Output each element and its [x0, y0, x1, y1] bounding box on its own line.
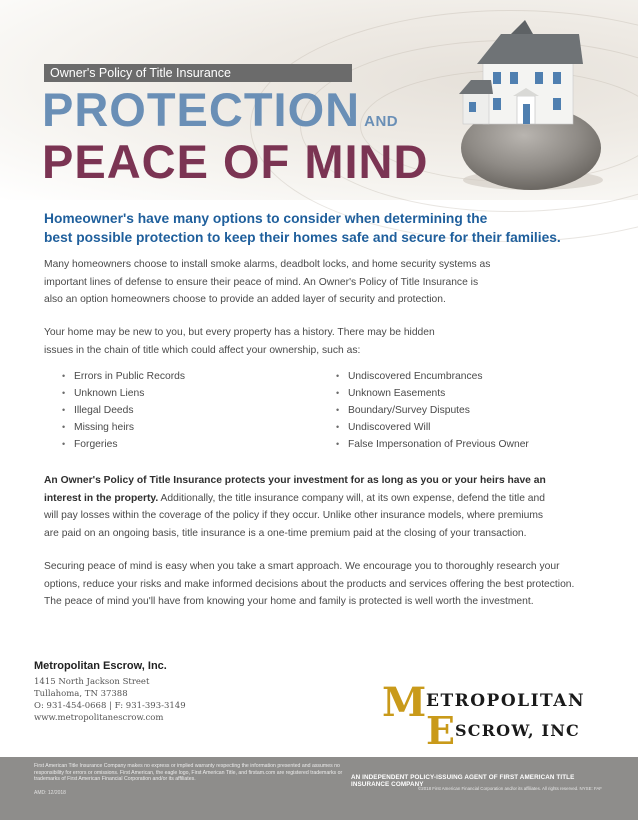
list-item: • Unknown Easements: [336, 385, 529, 402]
document-tag-bar: Owner's Policy of Title Insurance: [44, 64, 352, 82]
footer-doc-code: AMD: 12/2018: [34, 790, 66, 796]
body-paragraph-4: [44, 558, 604, 611]
metropolitan-escrow-logo: [380, 678, 600, 748]
text-line: will pay losses within the coverage of the policy if they occur. Unlike other insurance models, where premiums: [44, 510, 544, 521]
text-line: The peace of mind you'll have from knowing your home and family is protected is well worth the investment.: [44, 596, 534, 607]
list-item: • Undiscovered Will: [336, 419, 529, 436]
text-line: Securing peace of mind is easy when you take a smart approach. We encourage you to thoroughly research your: [44, 561, 560, 572]
list-item: • Missing heirs: [62, 419, 185, 436]
text-line-bold: An Owner's Policy of Title Insurance protects your investment for as long as you or your heirs have an: [44, 475, 546, 486]
body-paragraph-1: [44, 256, 604, 309]
text-line: [44, 490, 604, 508]
footer-copyright: ©2018 First American Financial Corporation and/or its affiliates. All rights reserved. NYSE: FAF: [418, 786, 602, 791]
text-line: Your home may be new to you, but every property has a history. There may be hidden: [44, 327, 435, 338]
logo-initial-e: E: [426, 708, 455, 748]
footer-agent-statement: AN INDEPENDENT POLICY-ISSUING AGENT OF FIRST AMERICAN TITLE INSURANCE COMPANY: [351, 774, 575, 788]
body-paragraph-2: [44, 324, 604, 359]
company-name: Metropolitan Escrow, Inc.: [34, 660, 167, 672]
list-item: • Undiscovered Encumbrances: [336, 368, 529, 385]
text-line: also an option homeowners choose to provide an added layer of security and protection.: [44, 294, 446, 305]
headline-protection: PROTECTION: [42, 83, 361, 136]
list-item: • Errors in Public Records: [62, 368, 185, 385]
logo-initial-m: M: [382, 679, 427, 726]
list-item: • Illegal Deeds: [62, 402, 185, 419]
logo-word-2: SCROW, INC: [455, 721, 580, 740]
headline-and: AND: [364, 113, 399, 130]
website-link[interactable]: www.metropolitanescrow.com: [34, 713, 164, 723]
text-span: Additionally, the title insurance company will, at its own expense, defend the title and: [158, 492, 545, 504]
list-item: • Boundary/Survey Disputes: [336, 402, 529, 419]
headline-line-2: PEACE OF MIND: [42, 135, 429, 188]
list-item: • Unknown Liens: [62, 385, 185, 402]
lead-line: Homeowner's have many options to consider when determining the: [44, 211, 488, 226]
company-address: [34, 676, 186, 724]
text-line: Many homeowners choose to install smoke alarms, deadbolt locks, and home security systems as: [44, 259, 491, 270]
risk-list-right: [336, 368, 529, 453]
phone-numbers: O: 931-454-0668 | F: 931-393-3149: [34, 701, 186, 711]
lead-line: best possible protection to keep their homes safe and secure for their families.: [44, 230, 561, 245]
text-line: are paid on an ongoing basis, title insurance is a one-time premium paid at the closing of your transaction.: [44, 527, 527, 539]
logo-word-1: ETROPOLITAN: [426, 691, 585, 711]
house-on-stone-image: [455, 20, 615, 195]
text-line: important lines of defense to ensure their peace of mind. An Owner's Policy of Title Insurance is: [44, 276, 479, 288]
text-line: issues in the chain of title which could affect your ownership, such as:: [44, 344, 361, 356]
text-bold: interest in the property.: [44, 492, 159, 504]
footer-disclaimer: First American Title Insurance Company makes no express or implied warranty respecting the information presented and assumes no responsibility for errors or omissions. First American, the eagle logo, First American Title, and firstam.com are registered trademarks or trademarks of First American Financial Corporation and/or its affiliates.: [34, 763, 343, 783]
list-item: • Forgeries: [62, 436, 185, 453]
city-address: Tullahoma, TN 37388: [34, 689, 128, 699]
lead-paragraph: [44, 209, 594, 247]
list-item: • False Impersonation of Previous Owner: [336, 436, 529, 453]
body-paragraph-3: [44, 472, 604, 542]
risk-list-left: [62, 368, 185, 453]
text-line: options, reduce your risks and make informed decisions about the products and services offering the best protection.: [44, 578, 575, 590]
street-address: 1415 North Jackson Street: [34, 677, 150, 687]
